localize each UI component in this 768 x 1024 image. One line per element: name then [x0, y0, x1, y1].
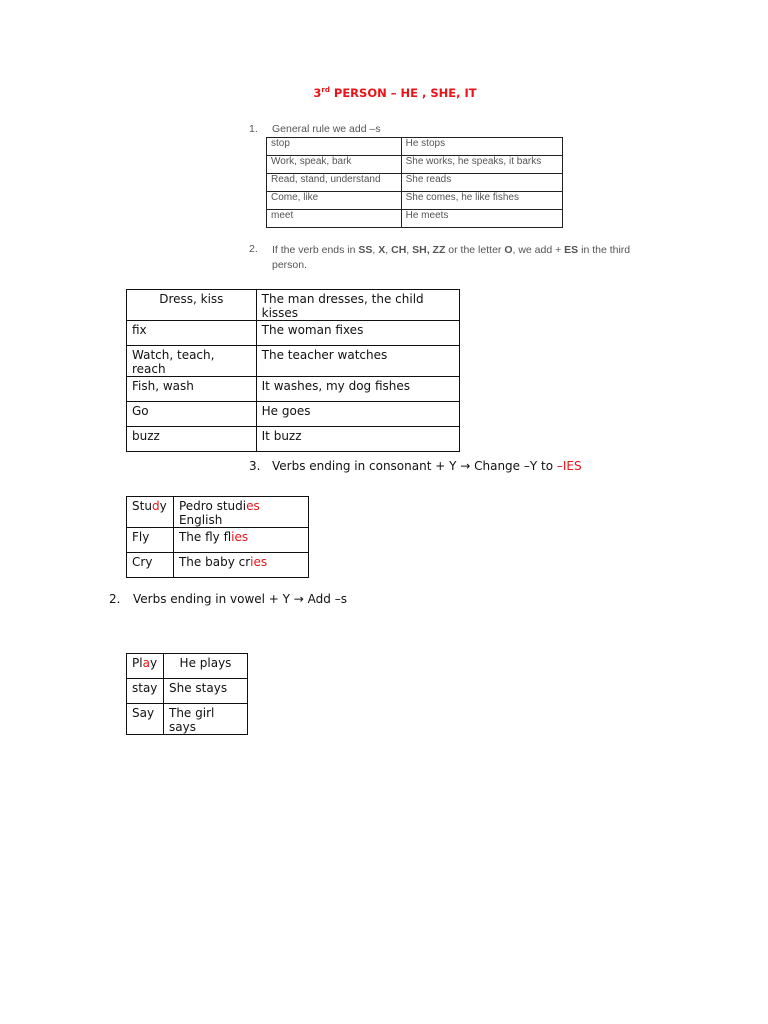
example-highlight: es — [246, 499, 260, 513]
example-cell: The man dresses, the child kisses — [256, 290, 459, 321]
rule2-sh-zz: SH, ZZ — [412, 244, 446, 256]
verb-cell: Cry — [127, 553, 174, 578]
verb-cell: Work, speak, bark — [267, 156, 402, 174]
example-cell: It washes, my dog fishes — [256, 377, 459, 402]
verb-cell: Watch, teach, reach — [127, 346, 257, 377]
example-part: The fly fl — [178, 530, 232, 544]
rule2-part: If the verb ends in — [272, 244, 359, 256]
example-cell: She works, he speaks, it barks — [401, 156, 562, 174]
rule2-comma: , — [385, 244, 392, 256]
table-es-rule — [126, 289, 460, 452]
table-row — [127, 346, 460, 377]
table-general-rule — [266, 137, 563, 228]
rule3-text — [272, 459, 582, 473]
verb-cell: Read, stand, understand — [267, 174, 402, 192]
verb-part: Stu — [132, 499, 152, 513]
example-cell: The teacher watches — [256, 346, 459, 377]
verb-cell: Come, like — [267, 192, 402, 210]
table-row — [127, 377, 460, 402]
table-row — [127, 402, 460, 427]
verb-cell: Say — [127, 704, 164, 735]
rule2-ch: CH — [391, 244, 407, 256]
example-cell: She stays — [163, 679, 247, 704]
table-row — [267, 192, 563, 210]
rule2-number: 2. — [249, 243, 258, 255]
table-ies-rule — [126, 496, 309, 578]
example-cell — [173, 497, 308, 528]
example-cell: She comes, he like fishes — [401, 192, 562, 210]
verb-cell: Fly — [127, 528, 174, 553]
example-cell: He goes — [256, 402, 459, 427]
rule2-o: O — [504, 244, 513, 256]
table-row — [127, 497, 309, 528]
table-row — [127, 290, 460, 321]
table-row — [127, 679, 248, 704]
verb-highlight: d — [151, 499, 160, 513]
verb-cell — [127, 654, 164, 679]
example-part: Pedro studi — [178, 499, 247, 513]
verb-part: y — [159, 499, 167, 513]
verb-cell: Fish, wash — [127, 377, 257, 402]
rule2-ss: SS — [358, 244, 373, 256]
table-row — [267, 156, 563, 174]
rule1-number: 1. — [249, 123, 258, 135]
title-text: PERSON – HE , SHE, IT — [329, 86, 477, 100]
rule2-comma: , — [406, 244, 413, 256]
example-cell — [173, 528, 308, 553]
table-vowel-y-rule — [126, 653, 248, 735]
rule2-text — [272, 243, 662, 273]
verb-cell: fix — [127, 321, 257, 346]
rule3-main: Verbs ending in consonant + Y → Change –Y to — [272, 459, 557, 473]
example-cell: She reads — [401, 174, 562, 192]
table-row — [127, 321, 460, 346]
example-highlight: ies — [250, 555, 268, 569]
verb-highlight: a — [142, 656, 150, 670]
verb-part: y — [149, 656, 158, 670]
rule2-x: X — [378, 244, 386, 256]
verb-cell: meet — [267, 210, 402, 228]
table-row — [127, 553, 309, 578]
table-row — [127, 654, 248, 679]
rule2-part: in the third — [578, 244, 631, 256]
rule3-ies: –IES — [556, 459, 582, 473]
example-cell: He meets — [401, 210, 562, 228]
rule2-part: or the letter — [445, 244, 505, 256]
rule3-number: 3. — [249, 459, 261, 473]
rule2-comma: , — [372, 244, 379, 256]
table-row — [127, 528, 309, 553]
rule2-part: , we add + — [512, 244, 565, 256]
verb-cell: Go — [127, 402, 257, 427]
table-row — [267, 138, 563, 156]
example-highlight: ies — [231, 530, 249, 544]
table-row — [127, 427, 460, 452]
verb-part: Pl — [132, 656, 143, 670]
example-cell: The girl says — [163, 704, 247, 735]
example-cell: It buzz — [256, 427, 459, 452]
verb-cell — [127, 497, 174, 528]
rule4-text: Verbs ending in vowel + Y → Add –s — [133, 592, 347, 606]
example-part: The baby cr — [178, 555, 251, 569]
table-row — [267, 210, 563, 228]
verb-cell: stay — [127, 679, 164, 704]
table-row — [267, 174, 563, 192]
example-cell — [173, 553, 308, 578]
title-number: 3 — [313, 86, 322, 100]
rule2-es: ES — [564, 244, 579, 256]
table-row — [127, 704, 248, 735]
title-superscript: rd — [321, 86, 330, 95]
rule4-number: 2. — [109, 592, 121, 606]
verb-cell: Dress, kiss — [127, 290, 257, 321]
verb-cell: stop — [267, 138, 402, 156]
example-cell: He stops — [401, 138, 562, 156]
example-cell: The woman fixes — [256, 321, 459, 346]
example-part: English — [178, 513, 223, 527]
example-cell: He plays — [163, 654, 247, 679]
rule2-line2: person. — [272, 259, 308, 271]
page-title — [0, 86, 768, 100]
rule1-text: General rule we add –s — [272, 123, 381, 135]
verb-cell: buzz — [127, 427, 257, 452]
